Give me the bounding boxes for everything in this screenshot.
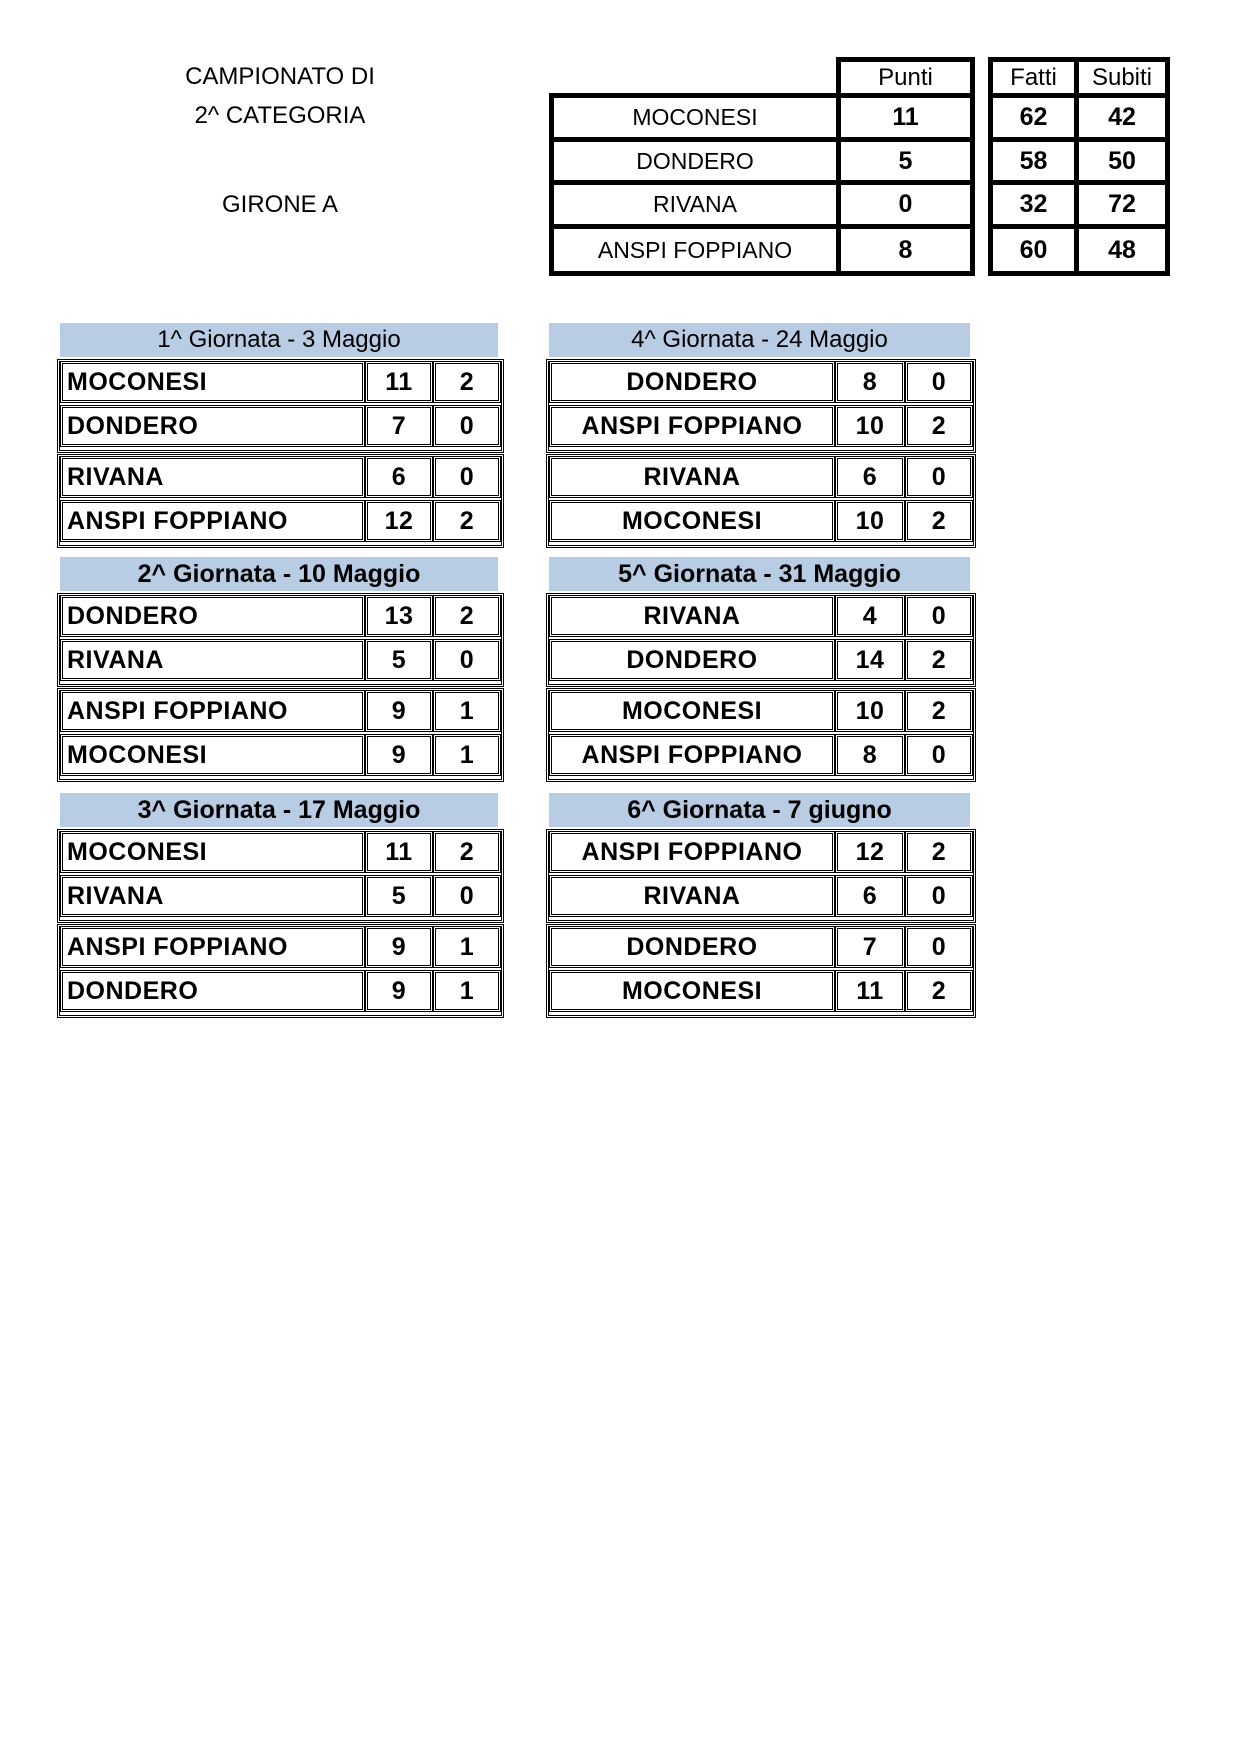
scored-header: Fatti [988,57,1079,98]
match-points: 0 [433,875,501,917]
match-points: 0 [905,926,973,968]
match-score: 7 [835,926,905,968]
match-points: 2 [433,500,501,542]
match-points: 2 [905,500,973,542]
match-score: 12 [835,831,905,873]
match-score: 12 [365,500,433,542]
match-team: ANSPI FOPPIANO [60,690,365,732]
match-team: RIVANA [60,875,365,917]
standings-team: DONDERO [549,137,841,186]
match-points: 2 [433,831,501,873]
match-points: 2 [905,639,973,681]
match-score: 10 [835,500,905,542]
conceded-header: Subiti [1074,57,1170,98]
match-points: 0 [905,875,973,917]
standings-points: 5 [836,137,975,186]
match-team: ANSPI FOPPIANO [60,500,365,542]
match-team: RIVANA [549,456,835,498]
match-points: 1 [433,970,501,1012]
match-team: RIVANA [549,875,835,917]
match-team: MOCONESI [60,831,365,873]
match-score: 8 [835,361,905,403]
match-team: MOCONESI [60,361,365,403]
match-points: 0 [433,456,501,498]
match-points: 2 [433,595,501,637]
match-score: 11 [835,970,905,1012]
standings-scored: 60 [988,224,1079,276]
match-score: 7 [365,405,433,447]
match-score: 6 [365,456,433,498]
standings-conceded: 48 [1074,224,1170,276]
match-team: ANSPI FOPPIANO [549,405,835,447]
match-points: 0 [433,639,501,681]
match-points: 1 [433,926,501,968]
standings-scored: 32 [988,180,1079,229]
match-points: 0 [905,456,973,498]
match-score: 14 [835,639,905,681]
standings-team: ANSPI FOPPIANO [549,224,841,276]
standings-points: 8 [836,224,975,276]
match-score: 8 [835,734,905,776]
standings-points: 11 [836,93,975,142]
match-points: 2 [433,361,501,403]
match-team: DONDERO [549,926,835,968]
match-team: MOCONESI [549,500,835,542]
match-team: ANSPI FOPPIANO [60,926,365,968]
match-score: 10 [835,690,905,732]
match-score: 10 [835,405,905,447]
match-team: ANSPI FOPPIANO [549,734,835,776]
match-points: 1 [433,690,501,732]
match-team: DONDERO [60,405,365,447]
points-header: Punti [836,57,975,98]
match-team: RIVANA [60,639,365,681]
matchday-title: 6^ Giornata - 7 giugno [549,793,970,827]
match-team: MOCONESI [60,734,365,776]
standings-conceded: 50 [1074,137,1170,186]
match-score: 4 [835,595,905,637]
match-points: 2 [905,831,973,873]
matchday-title: 3^ Giornata - 17 Maggio [60,793,498,827]
match-score: 13 [365,595,433,637]
match-team: ANSPI FOPPIANO [549,831,835,873]
match-score: 6 [835,456,905,498]
standings-conceded: 72 [1074,180,1170,229]
match-score: 5 [365,875,433,917]
matchday-title: 2^ Giornata - 10 Maggio [60,557,498,591]
match-team: MOCONESI [549,970,835,1012]
matchday-title: 1^ Giornata - 3 Maggio [60,323,498,357]
match-score: 9 [365,970,433,1012]
match-points: 2 [905,690,973,732]
standings-points: 0 [836,180,975,229]
group-label: GIRONE A [221,191,339,218]
standings-scored: 58 [988,137,1079,186]
match-points: 0 [905,361,973,403]
title-line-2: 2^ CATEGORIA [194,102,366,129]
title-line-1: CAMPIONATO DI [185,63,375,90]
match-team: DONDERO [549,361,835,403]
match-score: 11 [365,361,433,403]
match-team: DONDERO [60,970,365,1012]
match-score: 6 [835,875,905,917]
match-points: 2 [905,405,973,447]
match-points: 0 [433,405,501,447]
matchday-title: 5^ Giornata - 31 Maggio [549,557,970,591]
match-score: 9 [365,734,433,776]
match-score: 9 [365,926,433,968]
standings-scored: 62 [988,93,1079,142]
match-score: 5 [365,639,433,681]
match-points: 1 [433,734,501,776]
standings-team: RIVANA [549,180,841,229]
match-points: 2 [905,970,973,1012]
standings-conceded: 42 [1074,93,1170,142]
match-team: RIVANA [60,456,365,498]
match-score: 9 [365,690,433,732]
match-team: DONDERO [60,595,365,637]
match-team: DONDERO [549,639,835,681]
match-score: 11 [365,831,433,873]
match-points: 0 [905,595,973,637]
match-team: MOCONESI [549,690,835,732]
matchday-title: 4^ Giornata - 24 Maggio [549,323,970,357]
match-team: RIVANA [549,595,835,637]
standings-team: MOCONESI [549,93,841,142]
match-points: 0 [905,734,973,776]
